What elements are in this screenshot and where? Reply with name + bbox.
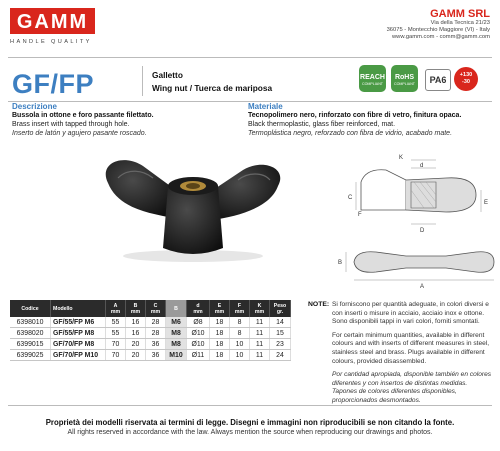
product-code: GF/FP xyxy=(12,69,94,99)
product-titles xyxy=(152,69,272,94)
cell-thread: M8 xyxy=(166,339,187,350)
footer-line-2: All rights reserved in accordance with the law. Always mention the source when reproducing our drawings and photos. xyxy=(67,429,433,436)
col-header: F mm xyxy=(230,300,250,317)
table-row xyxy=(10,350,291,361)
dim-f: F xyxy=(358,212,362,218)
col-header: A mm xyxy=(106,300,126,317)
reach-badge xyxy=(359,65,386,92)
wing-nut-photo xyxy=(88,148,298,268)
col-header: C mm xyxy=(146,300,166,317)
dim-a: A xyxy=(420,284,425,290)
cell-thread: M8 xyxy=(166,328,187,339)
temp-low: -30 xyxy=(462,78,470,85)
table-row xyxy=(10,339,291,350)
col-header: d mm xyxy=(187,300,210,317)
technical-drawing xyxy=(336,150,496,290)
cell-model: GF/70/FP M8 xyxy=(51,339,106,350)
cell-e: 18 xyxy=(210,317,230,328)
material-es: Termoplástica negro, reforzado con fibra de vidrio, acabado mate. xyxy=(248,130,453,138)
dim-d: d xyxy=(420,163,424,169)
col-header: B xyxy=(166,300,187,317)
company-address1: Via della Tecnica 21/23 xyxy=(430,20,490,26)
cell-k: 11 xyxy=(250,328,270,339)
cell-model: GF/55/FP M6 xyxy=(51,317,106,328)
cell-model: GF/55/FP M8 xyxy=(51,328,106,339)
table-row xyxy=(10,328,291,339)
notes-block xyxy=(332,301,492,411)
cell-weight: 15 xyxy=(270,328,291,339)
cell-weight: 24 xyxy=(270,350,291,361)
cell-d: Ø10 xyxy=(187,339,210,350)
product-title-es: Wing nut / Tuerca de mariposa xyxy=(152,82,273,93)
company-web: www.gamm.com - comm@gamm.com xyxy=(391,34,490,41)
dim-b: B xyxy=(338,260,343,266)
footer xyxy=(0,418,500,436)
description-title: Descrizione xyxy=(12,102,57,111)
dim-k: K xyxy=(399,155,404,161)
cell-code: 6399025 xyxy=(10,350,51,361)
temperature-badge xyxy=(454,67,478,91)
cell-c: 28 xyxy=(146,328,166,339)
col-header: E mm xyxy=(210,300,230,317)
temp-high: +130 xyxy=(459,72,473,78)
description-section xyxy=(12,102,242,139)
cell-model: GF/70/FP M10 xyxy=(51,350,106,361)
cell-weight: 14 xyxy=(270,317,291,328)
company-address2: 36075 - Montecchio Maggiore (VI) - Italy xyxy=(386,27,490,34)
tagline: HANDLE QUALITY xyxy=(10,39,92,45)
cell-code: 6399015 xyxy=(10,339,51,350)
cell-a: 55 xyxy=(106,328,126,339)
description-it: Bussola in ottone e foro passante filettato. xyxy=(12,112,154,119)
material-title: Materiale xyxy=(248,102,283,111)
table-row xyxy=(10,317,291,328)
cell-b: 16 xyxy=(126,317,146,328)
cell-d: Ø11 xyxy=(187,350,210,361)
company-name: GAMM SRL xyxy=(430,8,490,20)
cell-k: 11 xyxy=(250,350,270,361)
product-title-it: Galletto xyxy=(152,70,183,80)
cell-thread: M10 xyxy=(166,350,187,361)
divider xyxy=(8,405,492,406)
col-header: K mm xyxy=(250,300,270,317)
notes-label: NOTE: xyxy=(308,301,330,308)
col-header: B mm xyxy=(126,300,146,317)
cell-thread: M6 xyxy=(166,317,187,328)
cell-f: 10 xyxy=(230,339,250,350)
cell-c: 36 xyxy=(146,339,166,350)
dim-e: E xyxy=(484,200,489,206)
rohs-sub: COMPLIANT xyxy=(394,82,415,86)
cell-e: 18 xyxy=(210,339,230,350)
col-header: Modello xyxy=(51,300,106,317)
cell-a: 55 xyxy=(106,317,126,328)
logo-text: GAMM xyxy=(16,11,89,33)
note-en: For certain minimum quantities, available in different colours and with inserts of different measures in steel, stainless steel and brass. Plugs available in different colours, provided disassembled. xyxy=(332,331,490,365)
dim-D: D xyxy=(420,228,425,234)
cell-f: 8 xyxy=(230,317,250,328)
rohs-badge xyxy=(391,65,418,92)
material-badge: PA6 xyxy=(425,69,451,91)
cell-k: 11 xyxy=(250,317,270,328)
note-es: Por cantidad apropiada, disponible también en colores diferentes y con insertos de distintas medidas. Tapones de colores diferentes disponibles, proporcionados desmontados. xyxy=(332,371,492,404)
description-en: Brass insert with tapped through hole. xyxy=(12,121,130,129)
cell-k: 11 xyxy=(250,339,270,350)
material-section xyxy=(248,102,498,139)
reach-label: REACH xyxy=(360,74,385,81)
divider xyxy=(142,66,143,96)
gamm-logo xyxy=(10,8,95,34)
col-header: Codice xyxy=(10,300,51,317)
reach-sub: COMPLIANT xyxy=(362,82,383,86)
cell-c: 36 xyxy=(146,350,166,361)
cell-a: 70 xyxy=(106,339,126,350)
rohs-label: RoHS xyxy=(394,74,415,81)
spec-table xyxy=(10,300,291,361)
cell-e: 18 xyxy=(210,350,230,361)
cell-d: Ø8 xyxy=(187,317,210,328)
cell-b: 20 xyxy=(126,350,146,361)
material-en: Black thermoplastic, glass fiber reinforced, mat. xyxy=(248,121,396,129)
description-es: Inserto de latón y agujero pasante roscado. xyxy=(12,130,147,138)
cell-code: 6398010 xyxy=(10,317,51,328)
cell-a: 70 xyxy=(106,350,126,361)
material-it: Tecnopolimero nero, rinforzato con fibre di vetro, finitura opaca. xyxy=(248,112,462,119)
col-header: Peso gr. xyxy=(270,300,291,317)
cell-c: 28 xyxy=(146,317,166,328)
cell-b: 20 xyxy=(126,339,146,350)
cell-b: 16 xyxy=(126,328,146,339)
footer-line-1: Proprietà dei modelli riservata ai termini di legge. Disegni e immagini non riproducibili se non citando la fonte. xyxy=(45,418,455,427)
cell-f: 8 xyxy=(230,328,250,339)
cell-d: Ø10 xyxy=(187,328,210,339)
cell-e: 18 xyxy=(210,328,230,339)
dim-c: C xyxy=(348,195,353,201)
company-block xyxy=(387,8,490,42)
table-header-row xyxy=(10,300,291,317)
note-it: Si forniscono per quantità adeguate, in colori diversi e con inserti o misure in acciaio, acciaio inox e ottone. Sono disponibili tappi in vari colori, forniti smontati. xyxy=(332,301,489,326)
cell-code: 6398020 xyxy=(10,328,51,339)
cell-f: 10 xyxy=(230,350,250,361)
cell-weight: 23 xyxy=(270,339,291,350)
divider xyxy=(8,57,492,58)
